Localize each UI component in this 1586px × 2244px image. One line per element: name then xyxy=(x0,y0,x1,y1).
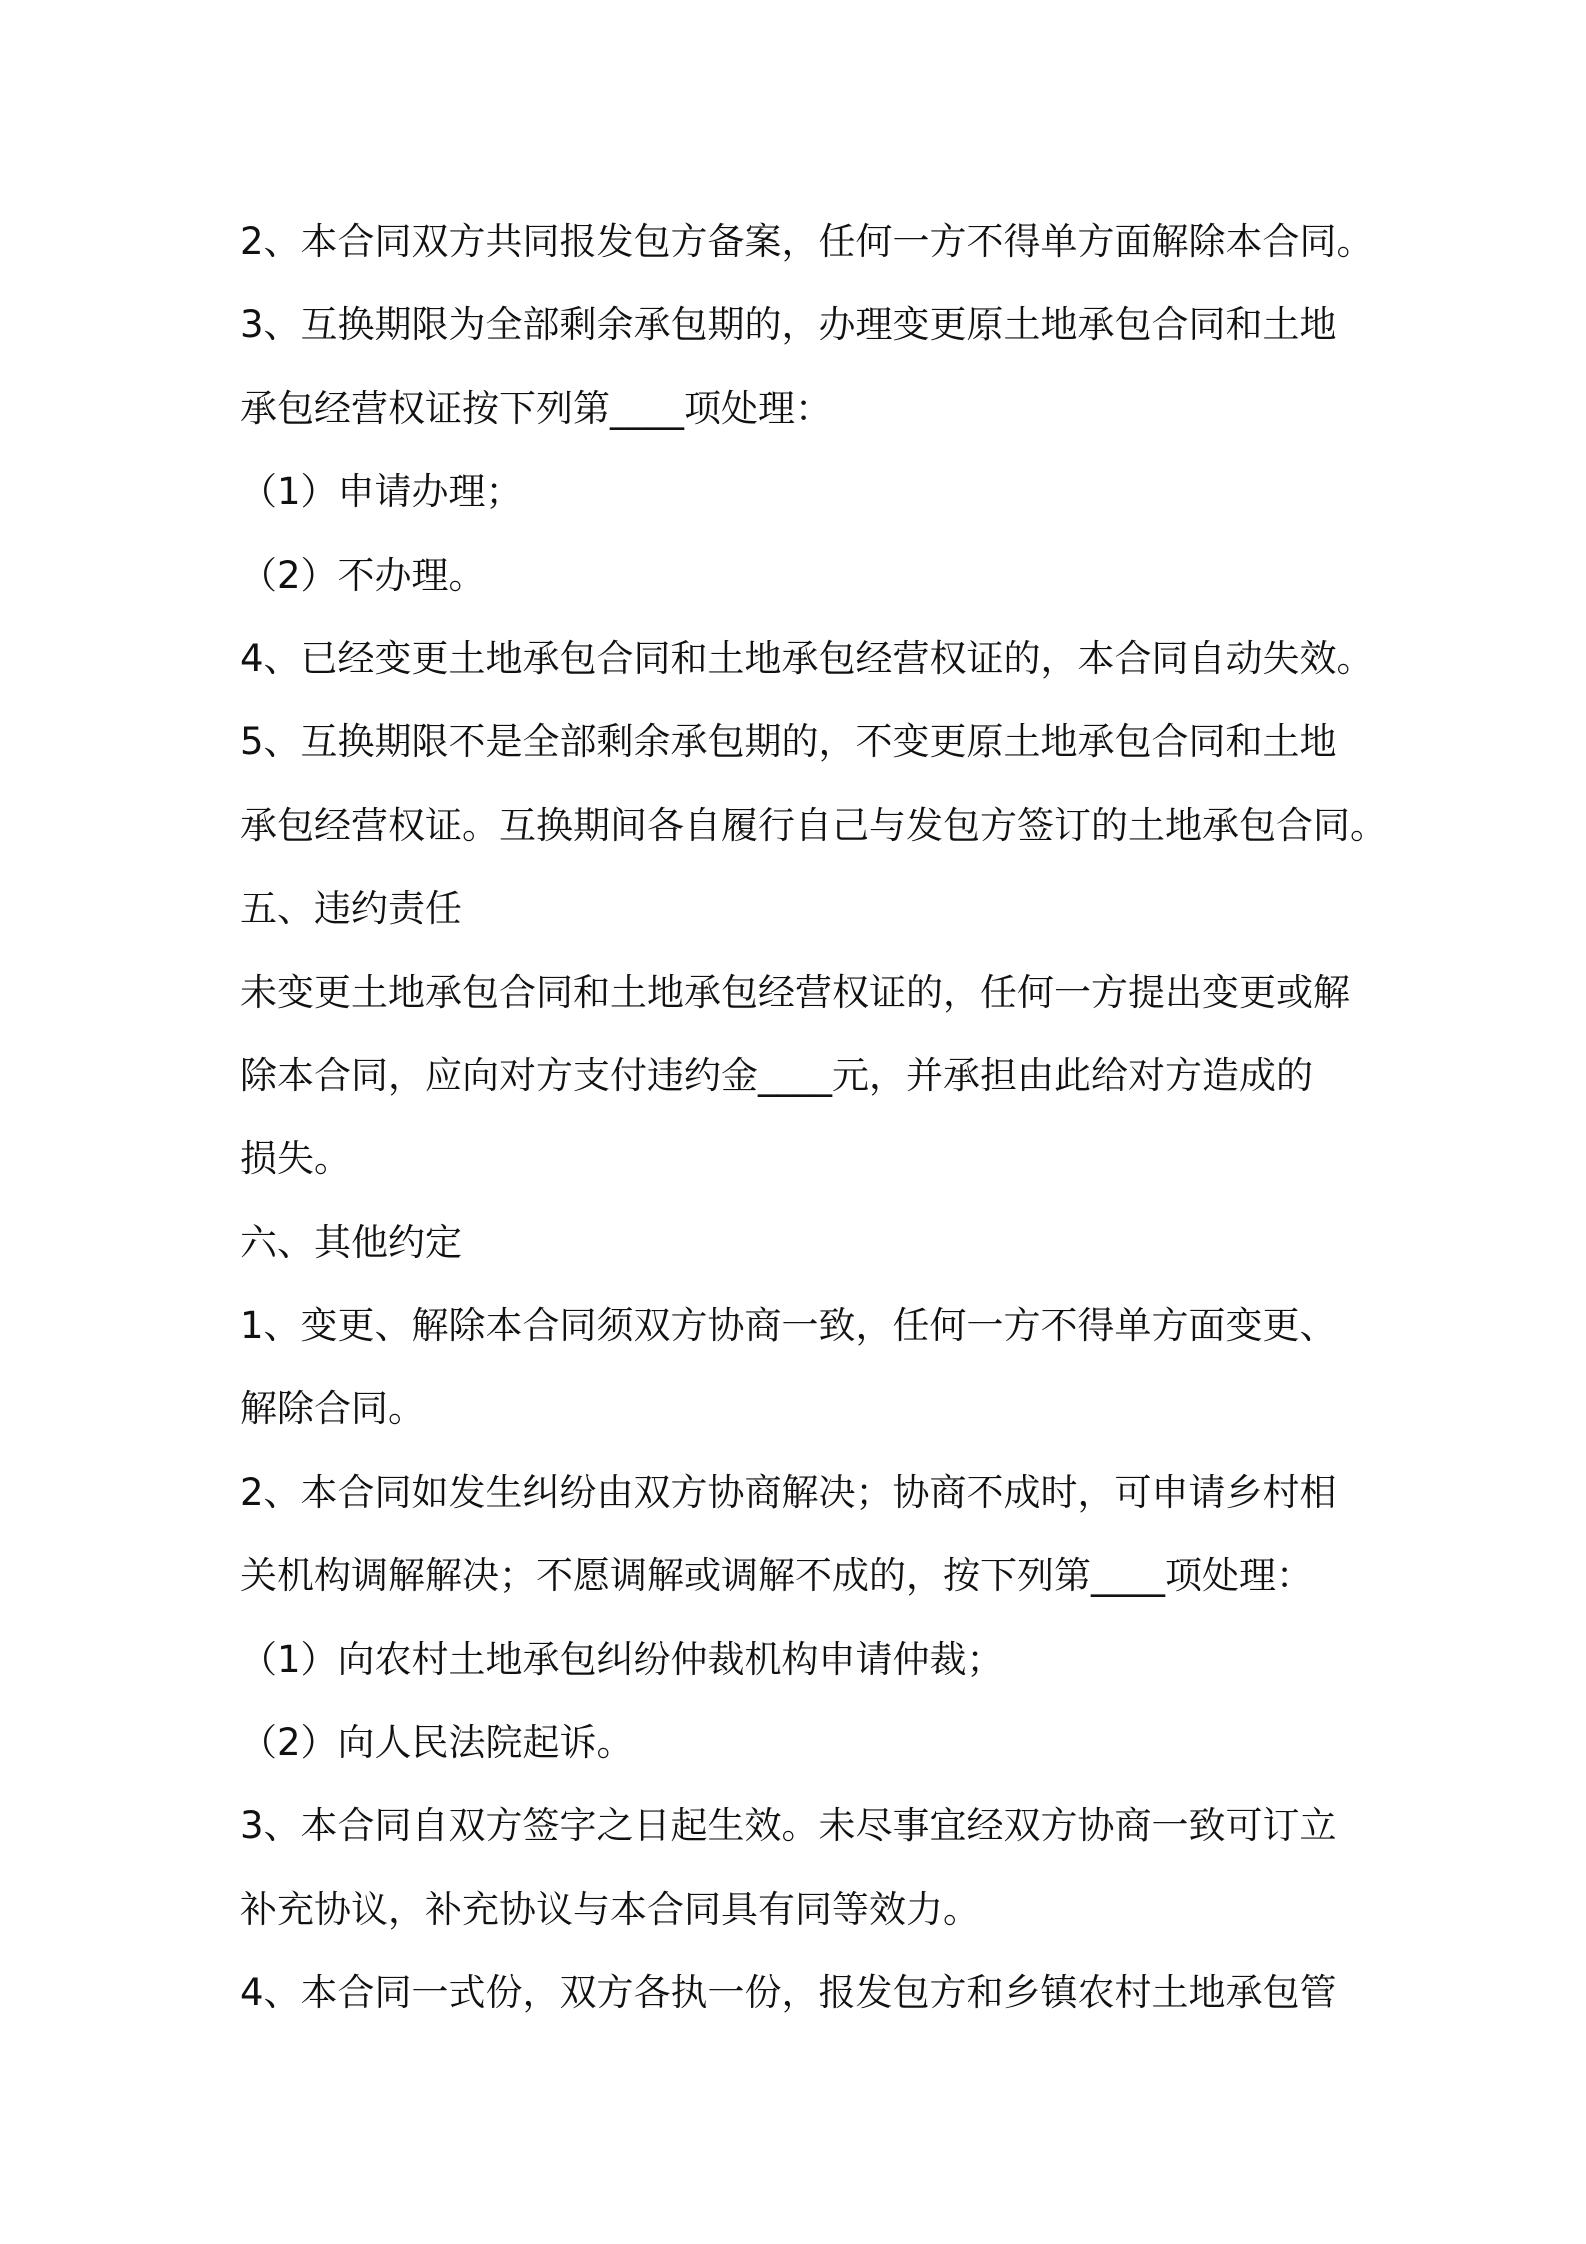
paragraph-line: 除本合同，应向对方支付违约金____元，并承担由此给对方造成的 xyxy=(240,1053,1313,1097)
section-heading: 六、其他约定 xyxy=(240,1220,462,1264)
paragraph-line: 关机构调解解决；不愿调解或调解不成的，按下列第____项处理： xyxy=(240,1554,1313,1598)
paragraph-line: 承包经营权证按下列第____项处理： xyxy=(240,386,832,430)
list-item: （2）向人民法院起诉。 xyxy=(240,1721,634,1765)
list-item: （1）申请办理； xyxy=(240,470,523,514)
paragraph-line: 4、本合同一式份，双方各执一份，报发包方和乡镇农村土地承包管 xyxy=(240,1971,1337,2015)
paragraph-line: 4、已经变更土地承包合同和土地承包经营权证的，本合同自动失效。 xyxy=(240,636,1374,680)
paragraph-line: 解除合同。 xyxy=(240,1387,425,1431)
section-heading: 五、违约责任 xyxy=(240,887,462,931)
paragraph-line: 1、变更、解除本合同须双方协商一致，任何一方不得单方面变更、 xyxy=(240,1304,1337,1348)
document-body xyxy=(240,200,1387,2035)
paragraph-line: 未变更土地承包合同和土地承包经营权证的，任何一方提出变更或解 xyxy=(240,970,1350,1014)
paragraph-line: 损失。 xyxy=(240,1137,351,1181)
list-item: （2）不办理。 xyxy=(240,553,486,597)
paragraph-line: 2、本合同双方共同报发包方备案，任何一方不得单方面解除本合同。 xyxy=(240,220,1374,263)
list-item: （1）向农村土地承包纠纷仲裁机构申请仲裁； xyxy=(240,1637,1004,1681)
paragraph-line: 承包经营权证。互换期间各自履行自己与发包方签订的土地承包合同。 xyxy=(240,803,1387,847)
paragraph-line: 3、互换期限为全部剩余承包期的，办理变更原土地承包合同和土地 xyxy=(240,303,1337,347)
paragraph-line: 补充协议，补充协议与本合同具有同等效力。 xyxy=(240,1887,980,1931)
paragraph-line: 2、本合同如发生纠纷由双方协商解决；协商不成时，可申请乡村相 xyxy=(240,1470,1337,1514)
paragraph-line: 5、互换期限不是全部剩余承包期的，不变更原土地承包合同和土地 xyxy=(240,720,1337,764)
paragraph-line: 3、本合同自双方签字之日起生效。未尽事宜经双方协商一致可订立 xyxy=(240,1804,1337,1848)
